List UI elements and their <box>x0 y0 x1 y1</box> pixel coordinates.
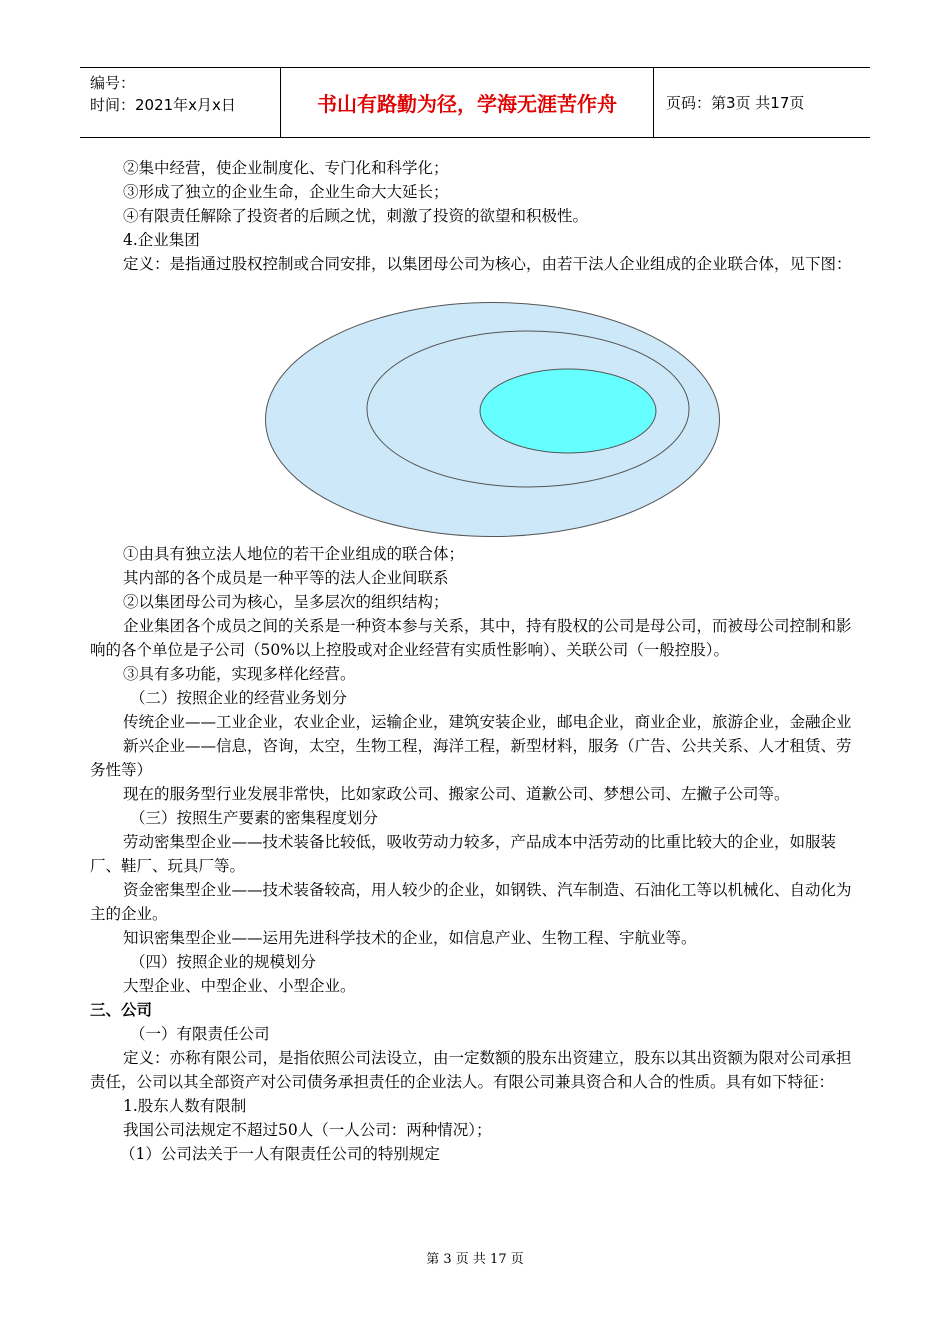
paragraph: 企业集团各个成员之间的关系是一种资本参与关系，其中，持有股权的公司是母公司，而被母公司控制和影响的各个单位是子公司（50%以上控股或对企业经营有实质性影响）、关联公司（一般控股）。 <box>90 617 852 659</box>
header-motto: 书山有路勤为径，学海无涯苦作舟 <box>281 68 654 137</box>
paragraph: 资金密集型企业——技术装备较高，用人较少的企业，如钢铁、汽车制造、石油化工等以机械化、自动化为主的企业。 <box>90 881 852 923</box>
paragraph: 大型企业、中型企业、小型企业。 <box>123 977 356 995</box>
paragraph: ④有限责任解除了投资者的后顾之忧，刺激了投资的欲望和积极性。 <box>123 207 589 225</box>
top-section <box>90 156 865 276</box>
core-ellipse <box>480 369 656 453</box>
paragraph: ③具有多功能，实现多样化经营。 <box>123 665 356 683</box>
page-footer: 第 3 页 共 17 页 <box>426 1252 524 1267</box>
doc-date-label: 时间：2021年x月x日 <box>90 96 236 114</box>
subsection-heading: （四）按照企业的规模划分 <box>130 953 317 971</box>
paragraph: 现在的服务型行业发展非常快，比如家政公司、搬家公司、道歉公司、梦想公司、左撇子公司等。 <box>123 785 790 803</box>
subsection-heading: （三）按照生产要素的密集程度划分 <box>130 809 379 827</box>
paragraph: ③形成了独立的企业生命，企业生命大大延长； <box>123 183 449 201</box>
header-meta <box>80 68 281 137</box>
section-heading: 三、公司 <box>90 1000 153 1019</box>
definition-paragraph: 定义：是指通过股权控制或合同安排，以集团母公司为核心，由若干法人企业组成的企业联合体，见下图： <box>123 255 852 273</box>
paragraph: 知识密集型企业——运用先进科学技术的企业，如信息产业、生物工程、宇航业等。 <box>123 929 697 947</box>
header-page-info: 页码：第3页 共17页 <box>666 94 805 112</box>
subsection-heading: （一）有限责任公司 <box>130 1025 270 1043</box>
paragraph: ②以集团母公司为核心，呈多层次的组织结构； <box>123 593 449 611</box>
paragraph: 劳动密集型企业——技术装备比较低，吸收劳动力较多，产品成本中活劳动的比重比较大的企业，如服装厂、鞋厂、玩具厂等。 <box>90 833 837 875</box>
section-heading: 4.企业集团 <box>123 231 200 249</box>
enterprise-group-diagram <box>264 301 721 538</box>
doc-number-label: 编号： <box>90 74 136 92</box>
body-section <box>90 542 865 1166</box>
paragraph: 传统企业——工业企业，农业企业，运输企业，建筑安装企业，邮电企业，商业企业，旅游企业，金融企业 <box>123 713 852 731</box>
paragraph: 新兴企业——信息，咨询，太空，生物工程，海洋工程，新型材料，服务（广告、公共关系、人才租赁、劳务性等） <box>90 737 852 779</box>
paragraph: ①由具有独立法人地位的若干企业组成的联合体； <box>123 545 465 563</box>
subsection-heading: （二）按照企业的经营业务划分 <box>130 689 348 707</box>
paragraph: 其内部的各个成员是一种平等的法人企业间联系 <box>123 569 449 587</box>
paragraph: 1.股东人数有限制 <box>123 1097 247 1115</box>
paragraph: 我国公司法规定不超过50人（一人公司：两种情况）； <box>123 1121 492 1139</box>
paragraph: （1）公司法关于一人有限责任公司的特别规定 <box>120 1145 440 1163</box>
page-header <box>80 67 870 138</box>
definition-paragraph: 定义：亦称有限公司，是指依照公司法设立，由一定数额的股东出资建立，股东以其出资额为限对公司承担责任，公司以其全部资产对公司债务承担责任的企业法人。有限公司兼具资合和人合的性质。具有如下特征： <box>90 1049 852 1091</box>
paragraph: ②集中经营，使企业制度化、专门化和科学化； <box>123 159 449 177</box>
